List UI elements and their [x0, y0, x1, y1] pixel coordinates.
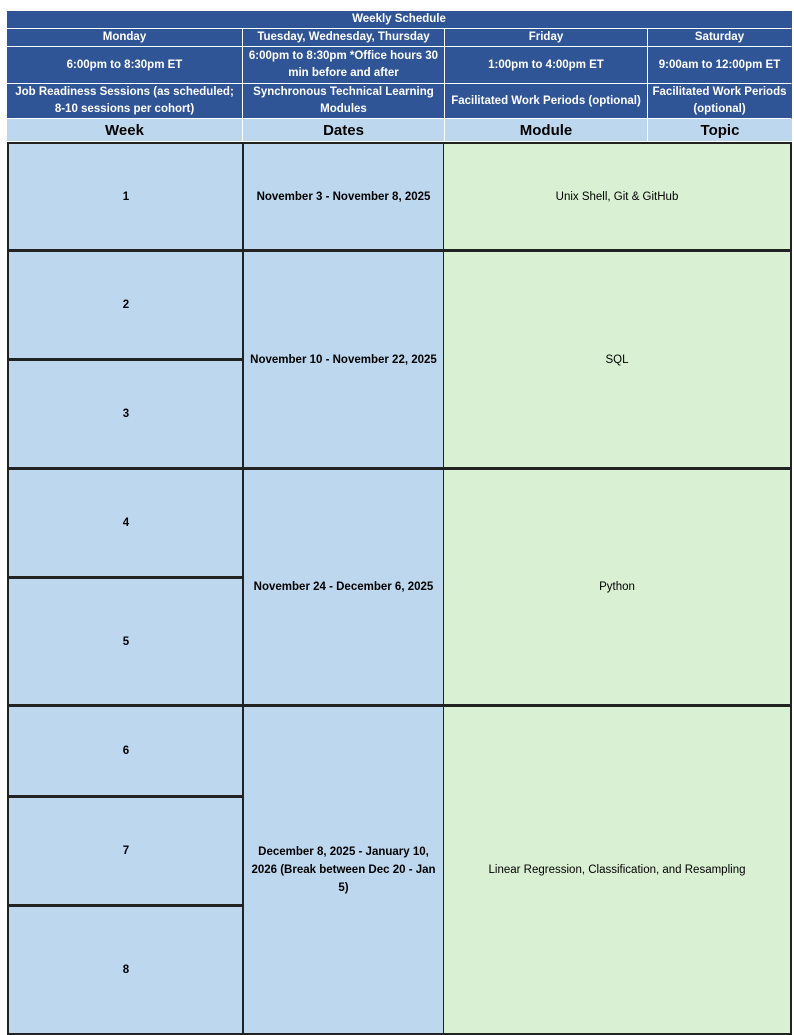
week-cell-5: 5 — [7, 577, 243, 706]
day-friday: Friday — [445, 29, 648, 47]
week-cell-1: 1 — [7, 142, 243, 251]
time-friday: 1:00pm to 4:00pm ET — [445, 47, 648, 84]
day-saturday: Saturday — [648, 29, 792, 47]
module-cell-3: Python — [444, 468, 792, 706]
column-dates: Dates — [243, 119, 445, 141]
module-cell-4: Linear Regression, Classification, and Resampling — [444, 705, 792, 1035]
column-week: Week — [7, 119, 243, 141]
week-cell-6: 6 — [7, 705, 243, 797]
time-tue-wed-thu: 6:00pm to 8:30pm *Office hours 30 min before and after — [243, 47, 445, 84]
time-monday: 6:00pm to 8:30pm ET — [7, 47, 243, 84]
activity-tue-wed-thu: Synchronous Technical Learning Modules — [243, 84, 445, 119]
dates-cell-1: November 3 - November 8, 2025 — [242, 142, 445, 251]
week-cell-3: 3 — [7, 359, 243, 469]
week-cell-8: 8 — [7, 905, 243, 1035]
day-monday: Monday — [7, 29, 243, 47]
module-cell-2: SQL — [444, 250, 792, 469]
activity-monday: Job Readiness Sessions (as scheduled; 8-10 sessions per cohort) — [7, 84, 243, 119]
dates-cell-3: November 24 - December 6, 2025 — [242, 468, 445, 706]
column-module: Module — [445, 119, 648, 141]
column-topic: Topic — [648, 119, 792, 141]
week-cell-7: 7 — [7, 796, 243, 906]
schedule-title: Weekly Schedule — [7, 11, 792, 29]
dates-cell-2: November 10 - November 22, 2025 — [242, 250, 445, 469]
activity-friday: Facilitated Work Periods (optional) — [445, 84, 648, 119]
dates-cell-4: December 8, 2025 - January 10, 2026 (Break between Dec 20 - Jan 5) — [242, 705, 445, 1035]
schedule-body — [7, 142, 792, 1024]
week-cell-4: 4 — [7, 468, 243, 578]
time-saturday: 9:00am to 12:00pm ET — [648, 47, 792, 84]
schedule-header — [7, 11, 792, 141]
week-cell-2: 2 — [7, 250, 243, 360]
day-tue-wed-thu: Tuesday, Wednesday, Thursday — [243, 29, 445, 47]
activity-saturday: Facilitated Work Periods (optional) — [648, 84, 792, 119]
module-cell-1: Unix Shell, Git & GitHub — [444, 142, 792, 251]
